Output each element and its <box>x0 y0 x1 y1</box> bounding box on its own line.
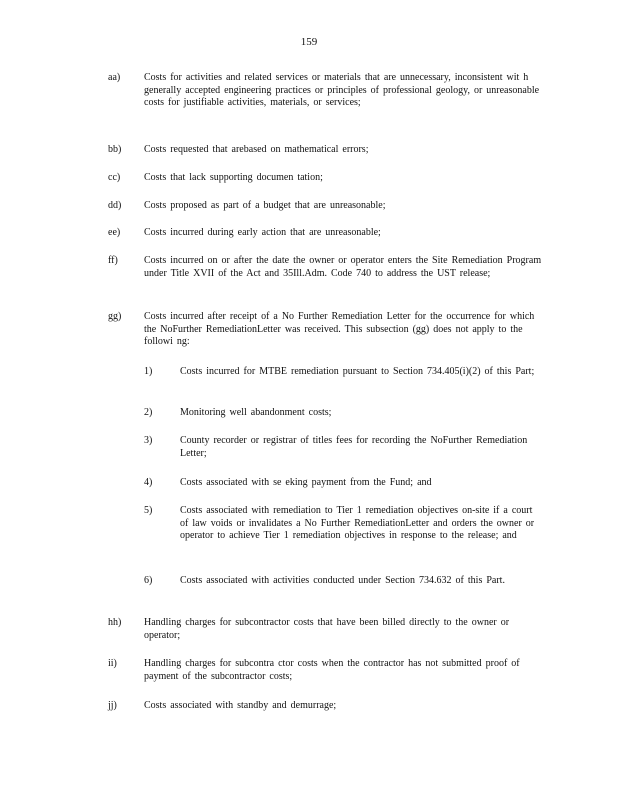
subitem-label: 1) <box>144 366 153 377</box>
item-label: aa) <box>108 72 121 83</box>
item-text: Costs proposed as part of a budget that are unreasonable; <box>144 200 386 211</box>
item-label: ff) <box>108 255 118 266</box>
item-label: bb) <box>108 144 122 155</box>
item-label: dd) <box>108 200 122 211</box>
item-label: hh) <box>108 617 122 628</box>
subitem-text: Costs associated with activities conducted under Section 734.632 of this Part. <box>180 575 505 586</box>
subitem-label: 2) <box>144 407 153 418</box>
item-label: gg) <box>108 311 122 322</box>
item-label: ii) <box>108 658 117 669</box>
page-number: 159 <box>300 36 318 48</box>
item-label: ee) <box>108 227 121 238</box>
subitem-label: 5) <box>144 505 153 516</box>
item-text: Costs incurred during early action that are unreasonable; <box>144 227 381 238</box>
subitem-text: Costs associated with se eking payment from the Fund; and <box>180 477 432 488</box>
subitem-label: 4) <box>144 477 153 488</box>
item-text: Costs incurred on or after the date the owner or operator enters the Site Remediation Program under Title XVII of the Act and 35Ill.Adm. Code 740 to address the UST release; <box>144 255 542 279</box>
item-label: jj) <box>108 700 117 711</box>
item-text: Costs for activities and related services or materials that are unnecessary, inconsistent wit h generally accepted engineering practices or principles of professional geology, or unreasonable costs for justifiable activities, materials, or services; <box>144 72 540 108</box>
subitem-label: 3) <box>144 435 153 446</box>
item-text: Handling charges for subcontractor costs that have been billed directly to the owner or operator; <box>144 617 510 641</box>
item-text: Costs that lack supporting documen tation; <box>144 172 323 183</box>
subitem-text: County recorder or registrar of titles fees for recording the NoFurther Remediation Letter; <box>180 435 528 459</box>
item-label: cc) <box>108 172 121 183</box>
item-text: Handling charges for subcontra ctor costs when the contractor has not submitted proof of payment of the subcontractor costs; <box>144 658 520 682</box>
subitem-text: Costs associated with remediation to Tier 1 remediation objectives on-site if a court of law voids or invalidates a No Further RemediationLetter and orders the owner or operator to achieve Tier 1 remediation objectives in response to the release; and <box>180 505 535 541</box>
subitem-text: Costs incurred for MTBE remediation pursuant to Section 734.405(i)(2) of this Part; <box>180 366 535 377</box>
item-text: Costs requested that arebased on mathematical errors; <box>144 144 369 155</box>
subitem-text: Monitoring well abandonment costs; <box>180 407 332 418</box>
item-text: Costs incurred after receipt of a No Further Remediation Letter for the occurrence for which the NoFurther RemediationLetter was received. This subsection (gg) does not apply to the followi ng: <box>144 311 535 347</box>
subitem-label: 6) <box>144 575 153 586</box>
item-text: Costs associated with standby and demurrage; <box>144 700 337 711</box>
